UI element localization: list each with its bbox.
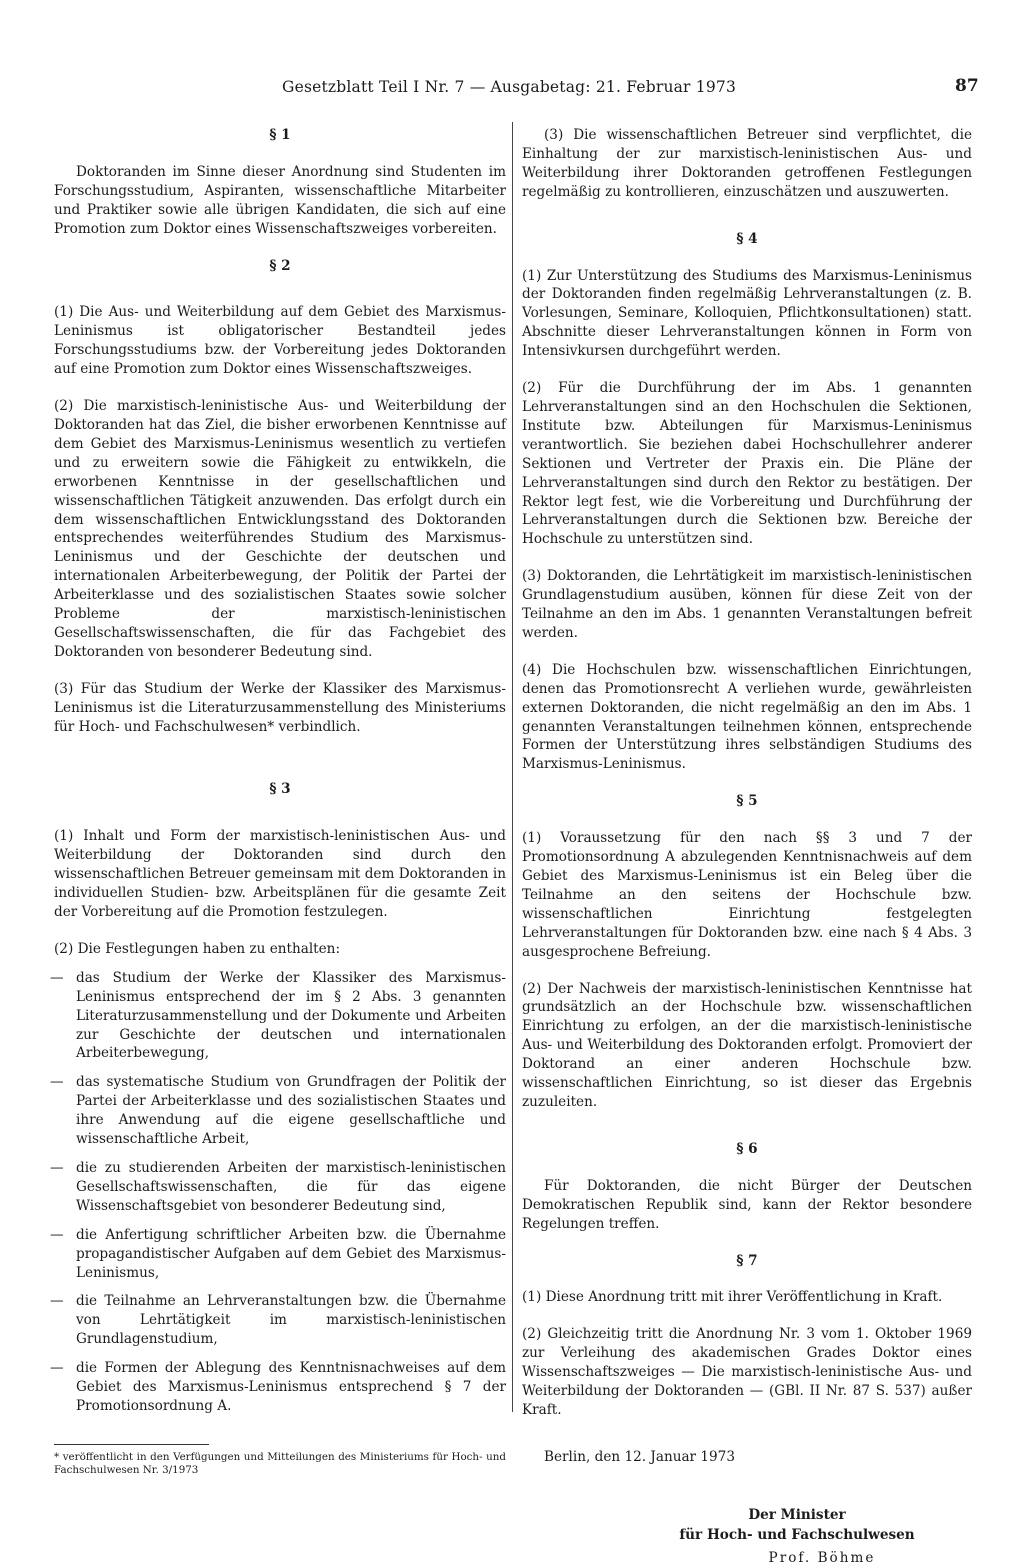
paragraph: (1) Inhalt und Form der marxistisch-leninistischen Aus- und Weiterbildung der Doktoranden sind durch den wissenschaftlichen Betreuer gemeinsam mit dem Doktoranden in individuellen Studien- bzw. Arbeitsplänen für die gesamte Zeit der Vorbereitung auf die Promotion festzulegen.: [54, 828, 506, 920]
section-heading-5: § 5: [736, 793, 758, 810]
section-heading-1: § 1: [269, 127, 291, 143]
paragraph: (1) Zur Unterstützung des Studiums des Marxismus-Leninismus der Doktoranden finden regelmäßig Lehrveranstaltungen (z. B. Vorlesungen, Seminare, Kolloquien, Pflichtkonsultationen) statt. Abschnitte dieser Lehrveranstaltungen können in Form von Intensivkursen durchgeführt werden.: [522, 267, 972, 360]
column-divider: [512, 122, 513, 1412]
paragraph: (1) Diese Anordnung tritt mit ihrer Veröffentlichung in Kraft.: [522, 1289, 943, 1306]
list-item: — das systematische Studium von Grundfragen der Politik der Partei der Arbeiterklasse und des sozialistischen Staates und ihre Anwendung auf die eigene gesellschaftliche und wissenschaftliche Arbeit,: [54, 1073, 506, 1149]
signature-ministry: für Hoch- und Fachschulwesen: [679, 1526, 915, 1543]
gazette-title: Gesetzblatt Teil I Nr. 7 — Ausgabetag: 21. Februar 1973: [282, 78, 737, 96]
paragraph: Für Doktoranden, die nicht Bürger der Deutschen Demokratischen Republik sind, kann der Rektor besondere Regelungen treffen.: [522, 1177, 972, 1232]
paragraph: (2) Die Festlegungen haben zu enthalten:: [54, 940, 341, 957]
footnote: * veröffentlicht in den Verfügungen und Mitteilungen des Ministeriums für Hoch- und Fachschulwesen Nr. 3/1973: [54, 1450, 506, 1476]
page-number: 87: [955, 76, 979, 96]
list-item: — die Formen der Ablegung des Kenntnisnachweises auf dem Gebiet des Marxismus-Leninismus entsprechend § 7 der Promotionsordnung A.: [54, 1359, 506, 1416]
paragraph: (3) Doktoranden, die Lehrtätigkeit im marxistisch-leninistischen Grundlagenstudium ausüben, können für diese Zeit von der Teilnahme an den im Abs. 1 genannten Veranstaltungen befreit werden.: [522, 568, 972, 641]
signature-block: [522, 1505, 972, 1545]
paragraph: Doktoranden im Sinne dieser Anordnung sind Studenten im Forschungsstudium, Aspiranten, wissenschaftliche Mitarbeiter und Praktiker sowie alle übrigen Kandidaten, die sich auf eine Promotion zum Doktor eines Wissenschaftszweiges vorbereiten.: [54, 163, 506, 237]
paragraph: (3) Die wissenschaftlichen Betreuer sind verpflichtet, die Einhaltung der zur marxistisch-leninistischen Aus- und Weiterbildung ihrer Doktoranden getroffenen Festlegungen regelmäßig zu kontrollieren, einzuschätzen und auszuwerten.: [522, 127, 972, 200]
signature-name: Prof. Böhme: [768, 1549, 876, 1566]
section-heading-7: § 7: [736, 1252, 758, 1269]
place-date: Berlin, den 12. Januar 1973: [544, 1448, 735, 1465]
list-item: — die Anfertigung schriftlicher Arbeiten bzw. die Übernahme propagandistischer Aufgaben auf dem Gebiet des Marxismus-Leninismus,: [54, 1226, 506, 1283]
paragraph: (2) Die marxistisch-leninistische Aus- und Weiterbildung der Doktoranden hat das Ziel, die bisher erworbenen Kenntnisse auf dem Gebiet des Marxismus-Leninismus wesentlich zu vertiefen und zu erweitern sowie die Fähigkeit zu entwikkeln, die erworbenen Kenntnisse in der gesellschaftlichen und wissenschaftlichen Tätigkeit anzuwenden. Das erfolgt durch ein dem wissenschaftlichen Entwicklungsstand des Doktoranden entsprechendes weiterführendes Studium des Marxismus-Leninismus und der Geschichte der deutschen und internationalen Arbeiterbewegung, der Politik der Partei der Arbeiterklasse und des sozialistischen Staates sowie solcher Probleme der marxistisch-leninistischen Gesellschaftswissenschaften, die für das Fachgebiet des Doktoranden von besonderer Bedeutung sind.: [54, 398, 506, 660]
paragraph: (1) Die Aus- und Weiterbildung auf dem Gebiet des Marxismus-Leninismus ist obligatorischer Bestandteil jedes Forschungsstudiums bzw. der Vorbereitung jedes Doktoranden auf eine Promotion zum Doktor eines Wissenschaftszweiges.: [54, 304, 506, 378]
left-column: [54, 126, 506, 1477]
list-item: — die Teilnahme an Lehrveranstaltungen bzw. die Übernahme von Lehrtätigkeit im marxistisch-leninistischen Grundlagenstudium,: [54, 1292, 506, 1349]
paragraph: (2) Der Nachweis der marxistisch-leninistischen Kenntnisse hat grundsätzlich an der Hochschule bzw. wissenschaftlichen Einrichtung zu erfolgen, an der die marxistisch-leninistische Aus- und Weiterbildung des Doktoranden erfolgt. Promoviert der Doktorand an einer anderen Hochschule bzw. wissenschaftlichen Einrichtung, so ist dieser das Ergebnis zuzuleiten.: [522, 980, 972, 1110]
list-item: — die zu studierenden Arbeiten der marxistisch-leninistischen Gesellschaftswissenschaften, die für das eigene Wissenschaftsgebiet von besonderer Bedeutung sind,: [54, 1159, 506, 1216]
footnote-rule: [54, 1444, 209, 1445]
right-column: [522, 126, 972, 1568]
paragraph: (2) Gleichzeitig tritt die Anordnung Nr. 3 vom 1. Oktober 1969 zur Verleihung des akademischen Grades Doktor eines Wissenschaftszweiges — Die marxistisch-leninistische Aus- und Weiterbildung der Doktoranden — (GBl. II Nr. 87 S. 537) außer Kraft.: [522, 1326, 972, 1418]
paragraph: (3) Für das Studium der Werke der Klassiker des Marxismus-Leninismus ist die Literaturzusammenstellung des Ministeriums für Hoch- und Fachschulwesen* verbindlich.: [54, 680, 506, 735]
paragraph: (1) Voraussetzung für den nach §§ 3 und 7 der Promotionsordnung A abzulegenden Kenntnisnachweis auf dem Gebiet des Marxismus-Leninismus ist ein Beleg über die Teilnahme an den seitens der Hochschule bzw. wissenschaftlichen Einrichtung festgelegten Lehrveranstaltungen für Doktoranden bzw. eine nach § 4 Abs. 3 ausgesprochene Befreiung.: [522, 830, 972, 960]
section-heading-4: § 4: [736, 230, 758, 247]
paragraph: (2) Für die Durchführung der im Abs. 1 genannten Lehrveranstaltungen sind an den Hochschulen die Sektionen, Institute bzw. Abteilungen für Marxismus-Leninismus verantwortlich. Sie beziehen dabei Hochschullehrer anderer Sektionen und Vertreter der Praxis ein. Die Pläne der Lehrveranstaltungen sind durch den Rektor zu bestätigen. Der Rektor legt fest, wie die Vorbereitung und Durchführung der Lehrveranstaltungen durch die Sektionen bzw. Bereiche der Hochschule zu unterstützen sind.: [522, 380, 972, 548]
signature-title: Der Minister: [748, 1506, 846, 1523]
section-heading-6: § 6: [736, 1140, 758, 1157]
paragraph: (4) Die Hochschulen bzw. wissenschaftlichen Einrichtungen, denen das Promotionsrecht A verliehen wurde, gewährleisten externen Doktoranden, die nicht regelmäßig an den im Abs. 1 genannten Veranstaltungen teilnehmen können, entsprechende Formen der Unterstützung ihres selbständigen Studiums des Marxismus-Leninismus.: [522, 661, 972, 773]
list-item: — das Studium der Werke der Klassiker des Marxismus-Leninismus entsprechend der im § 2 Abs. 3 genannten Literaturzusammenstellung und der Dokumente und Arbeiten zur Geschichte der deutschen und internationalen Arbeiterbewegung,: [54, 969, 506, 1064]
page-header: [0, 74, 1024, 104]
section-heading-3: § 3: [269, 781, 291, 798]
section-heading-2: § 2: [269, 257, 291, 274]
